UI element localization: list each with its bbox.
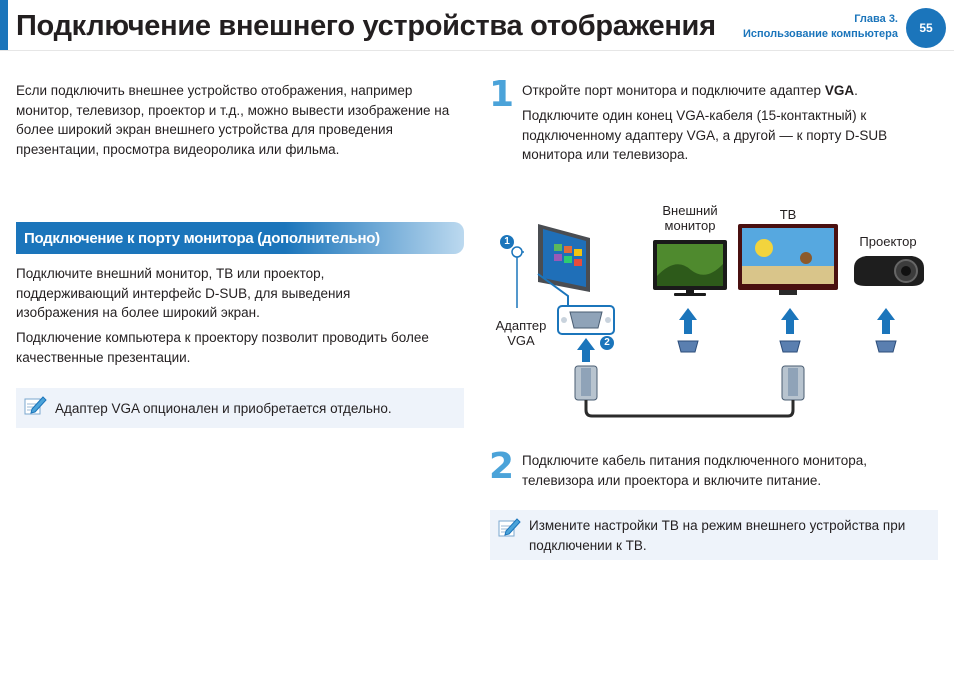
chapter-title: Использование компьютера	[742, 28, 898, 40]
page-title: Подключение внешнего устройства отображения	[16, 10, 716, 42]
label-vga-adapter	[488, 318, 554, 348]
note-box-tv	[490, 510, 938, 560]
label-tv: ТВ	[779, 207, 797, 222]
label-vga-adapter-line2: VGA	[507, 333, 535, 348]
step-1-instruction-end: .	[854, 83, 858, 98]
tablet-icon	[538, 224, 590, 292]
label-external-monitor	[652, 203, 728, 233]
note-text-tv: Измените настройки ТВ на режим внешнего устройства при подключении к ТВ.	[529, 518, 906, 553]
chapter-number: Глава 3.	[854, 13, 898, 25]
section-title: Подключение к порту монитора (дополнительно)	[24, 230, 380, 247]
step-1-paragraph: Подключите один конец VGA-кабеля (15-контактный) к подключенному адаптеру VGA, а другой — к порту D-SUB монитора или телевизора.	[522, 108, 888, 162]
label-external-monitor-line1: Внешний	[662, 203, 718, 218]
note-pencil-icon	[496, 516, 522, 540]
header-divider	[0, 50, 954, 51]
external-monitor-icon	[653, 240, 727, 296]
section-paragraph-2: Подключение компьютера к проектору позволит проводить более качественные презентации.	[16, 330, 429, 365]
label-vga-adapter-line1: Адаптер	[495, 318, 547, 333]
tv-icon	[738, 224, 838, 295]
step-1-number: 1	[489, 74, 515, 115]
step-1-instruction-text: Откройте порт монитора и подключите адаптер	[522, 83, 825, 98]
intro-paragraph: Если подключить внешнее устройство отображения, например монитор, телевизор, проектор и т.д., можно вывести изображение на более широкий экран внешнего устройства для проведения презентации, просмотра видеоролика или фильма.	[16, 83, 450, 157]
page-number-badge: 55	[906, 8, 946, 48]
step-1-instruction-bold: VGA	[824, 83, 855, 98]
step-2-number: 2	[489, 446, 515, 487]
connection-diagram	[486, 196, 946, 426]
step-2-paragraph: Подключите кабель питания подключенного монитора, телевизора или проектора и включите питание.	[522, 453, 867, 488]
vga-cable-icon	[575, 366, 804, 416]
dsub-port-icons	[678, 341, 896, 352]
note-box-adapter	[16, 388, 464, 428]
vga-adapter-icon	[558, 306, 614, 334]
projector-icon	[854, 256, 924, 286]
note-text-adapter: Адаптер VGA опционален и приобретается отдельно.	[55, 401, 392, 416]
step-1-instruction	[522, 81, 858, 101]
label-external-monitor-line2: монитор	[664, 218, 716, 233]
marker-1: 1	[500, 235, 514, 249]
note-pencil-icon	[22, 394, 48, 418]
section-paragraph-1: Подключите внешний монитор, ТВ или проектор, поддерживающий интерфейс D-SUB, для выведения изображения на более широкий экран.	[16, 266, 351, 320]
marker-2: 2	[600, 336, 614, 350]
label-projector: Проектор	[859, 234, 917, 249]
chapter-label	[743, 12, 898, 42]
header-accent-bar	[0, 0, 8, 50]
